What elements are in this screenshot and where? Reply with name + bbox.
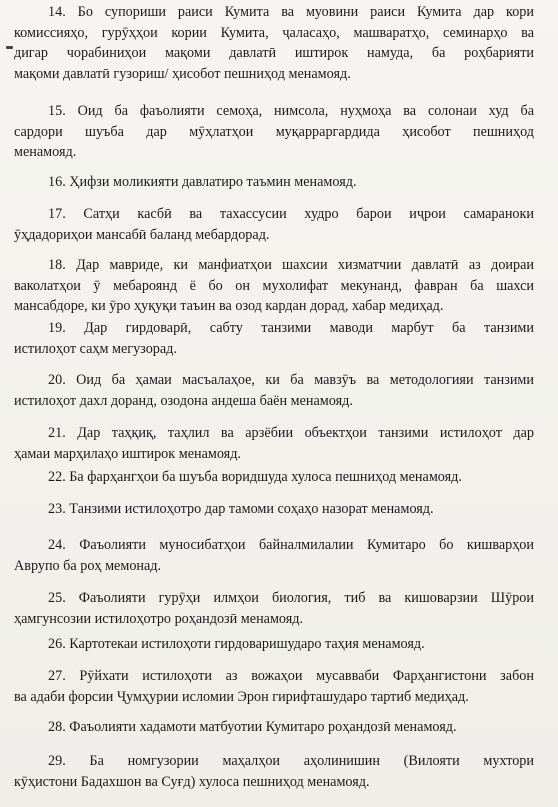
item-line: кӯҳистони Бадахшон ва Суғд) хулоса пешниҳод менамояд. bbox=[14, 773, 370, 790]
item-line: 28. Фаъолияти хадамоти матбуотии Кумитаро роҳандозӣ менамояд. bbox=[48, 719, 457, 735]
item-line: истилоҳот саҳм мегузорад. bbox=[14, 340, 177, 357]
item-line: 27. Рӯйхати истилоҳоти аз вожаҳои мусавваби Фарҳангистони забон bbox=[48, 668, 534, 684]
item-line: комиссияҳо, гурӯҳҳои кории Кумита, ҷаласаҳо, машваратҳо, семинарҳо ва bbox=[14, 24, 534, 41]
item-line: мансабдоре, ки ӯро ҳуқуқи таъин ва озод кардан дорад, хабар медиҳад. bbox=[14, 298, 444, 315]
item-line: 23. Танзими истилоҳотро дар тамоми соҳаҳо назорат менамояд. bbox=[48, 501, 434, 517]
list-item-18 bbox=[14, 255, 534, 317]
item-line: 14. Бо супориши раиси Кумита ва муовини раиси Кумита дар кори bbox=[48, 4, 534, 20]
list-item-17 bbox=[14, 204, 534, 245]
item-line: Аврупо ба роҳ мемонад. bbox=[14, 557, 162, 574]
list-item-25 bbox=[14, 588, 534, 629]
item-line: 20. Оид ба ҳамаи масъалаҳое, ки ба мавзӯъ ва методологияи танзими bbox=[48, 372, 534, 388]
list-item-16 bbox=[14, 172, 534, 193]
item-line: 29. Ба номгузории маҳалҳои аҳолинишин (Вилояти мухтори bbox=[48, 753, 534, 769]
item-line: мақоми давлатӣ гузориш/ ҳисобот пешниҳод менамояд. bbox=[14, 65, 351, 82]
item-line: 17. Сатҳи касбӣ ва тахассусии худро барои иҷрои самараноки bbox=[48, 206, 534, 222]
list-item-28 bbox=[14, 717, 534, 738]
item-line: ҳамаи марҳилаҳо иштирок менамояд. bbox=[14, 445, 241, 462]
item-line: менамояд. bbox=[14, 144, 77, 161]
list-item-19 bbox=[14, 318, 534, 359]
item-line: ӯҳдадориҳои мансабӣ баланд мебардорад. bbox=[14, 226, 270, 243]
item-line: 19. Дар гирдоварӣ, сабту танзими маводи марбут ба танзими bbox=[48, 320, 534, 336]
item-line: сардори шуъба дар мӯҳлатҳои муқарраргардида ҳисобот пешниҳод bbox=[14, 123, 534, 140]
list-item-15 bbox=[14, 101, 534, 163]
item-line: 24. Фаъолияти муносибатҳои байналмилалии Кумитаро бо кишварҳои bbox=[48, 537, 534, 553]
item-line: дигар чорабиниҳои мақоми давлатӣ иштирок намуда, ба роҳбарияти bbox=[14, 45, 534, 62]
list-item-27 bbox=[14, 666, 534, 707]
list-item-21 bbox=[14, 423, 534, 464]
list-item-26 bbox=[14, 634, 534, 655]
item-line: ваколатҳои ӯ мебароянд ё бо он мухолифат мекунанд, фавран ба шахси bbox=[14, 277, 534, 294]
item-line: 25. Фаъолияти гурӯҳи илмҳои биология, тиб ва кишоварзии Шӯрои bbox=[48, 590, 534, 606]
list-item-23 bbox=[14, 499, 534, 520]
list-item-20 bbox=[14, 370, 534, 411]
item-line: ва адаби форсии Ҷумҳурии исломии Эрон гирифташударо тартиб медиҳад. bbox=[14, 688, 469, 705]
item-line: 22. Ба фарҳангҳои ба шуъба воридшуда хулоса пешниҳод менамояд. bbox=[48, 469, 462, 485]
item-line: ҳамгунсозии истилоҳотро роҳандозӣ менамояд. bbox=[14, 610, 304, 627]
scan-mark bbox=[6, 46, 13, 49]
list-item-24 bbox=[14, 535, 534, 576]
item-line: 26. Картотекаи истилоҳоти гирдоваришударо таҳия менамояд. bbox=[48, 636, 425, 652]
item-line: 15. Оид ба фаъолияти семоҳа, нимсола, нуҳмоҳа ва солонаи худ ба bbox=[48, 103, 534, 119]
item-line: истилоҳот дахл доранд, озодона андеша баён менамояд. bbox=[14, 392, 353, 409]
list-item-29 bbox=[14, 751, 534, 792]
list-item-22 bbox=[14, 467, 534, 488]
list-item-14 bbox=[14, 2, 534, 84]
item-line: 16. Ҳифзи моликияти давлатиро таъмин менамояд. bbox=[48, 174, 357, 190]
item-line: 21. Дар таҳқиқ, таҳлил ва арзёбии объектҳои танзими истилоҳот дар bbox=[48, 425, 534, 441]
item-line: 18. Дар мавриде, ки манфиатҳои шахсии хизматчии давлатӣ аз доираи bbox=[48, 257, 534, 273]
